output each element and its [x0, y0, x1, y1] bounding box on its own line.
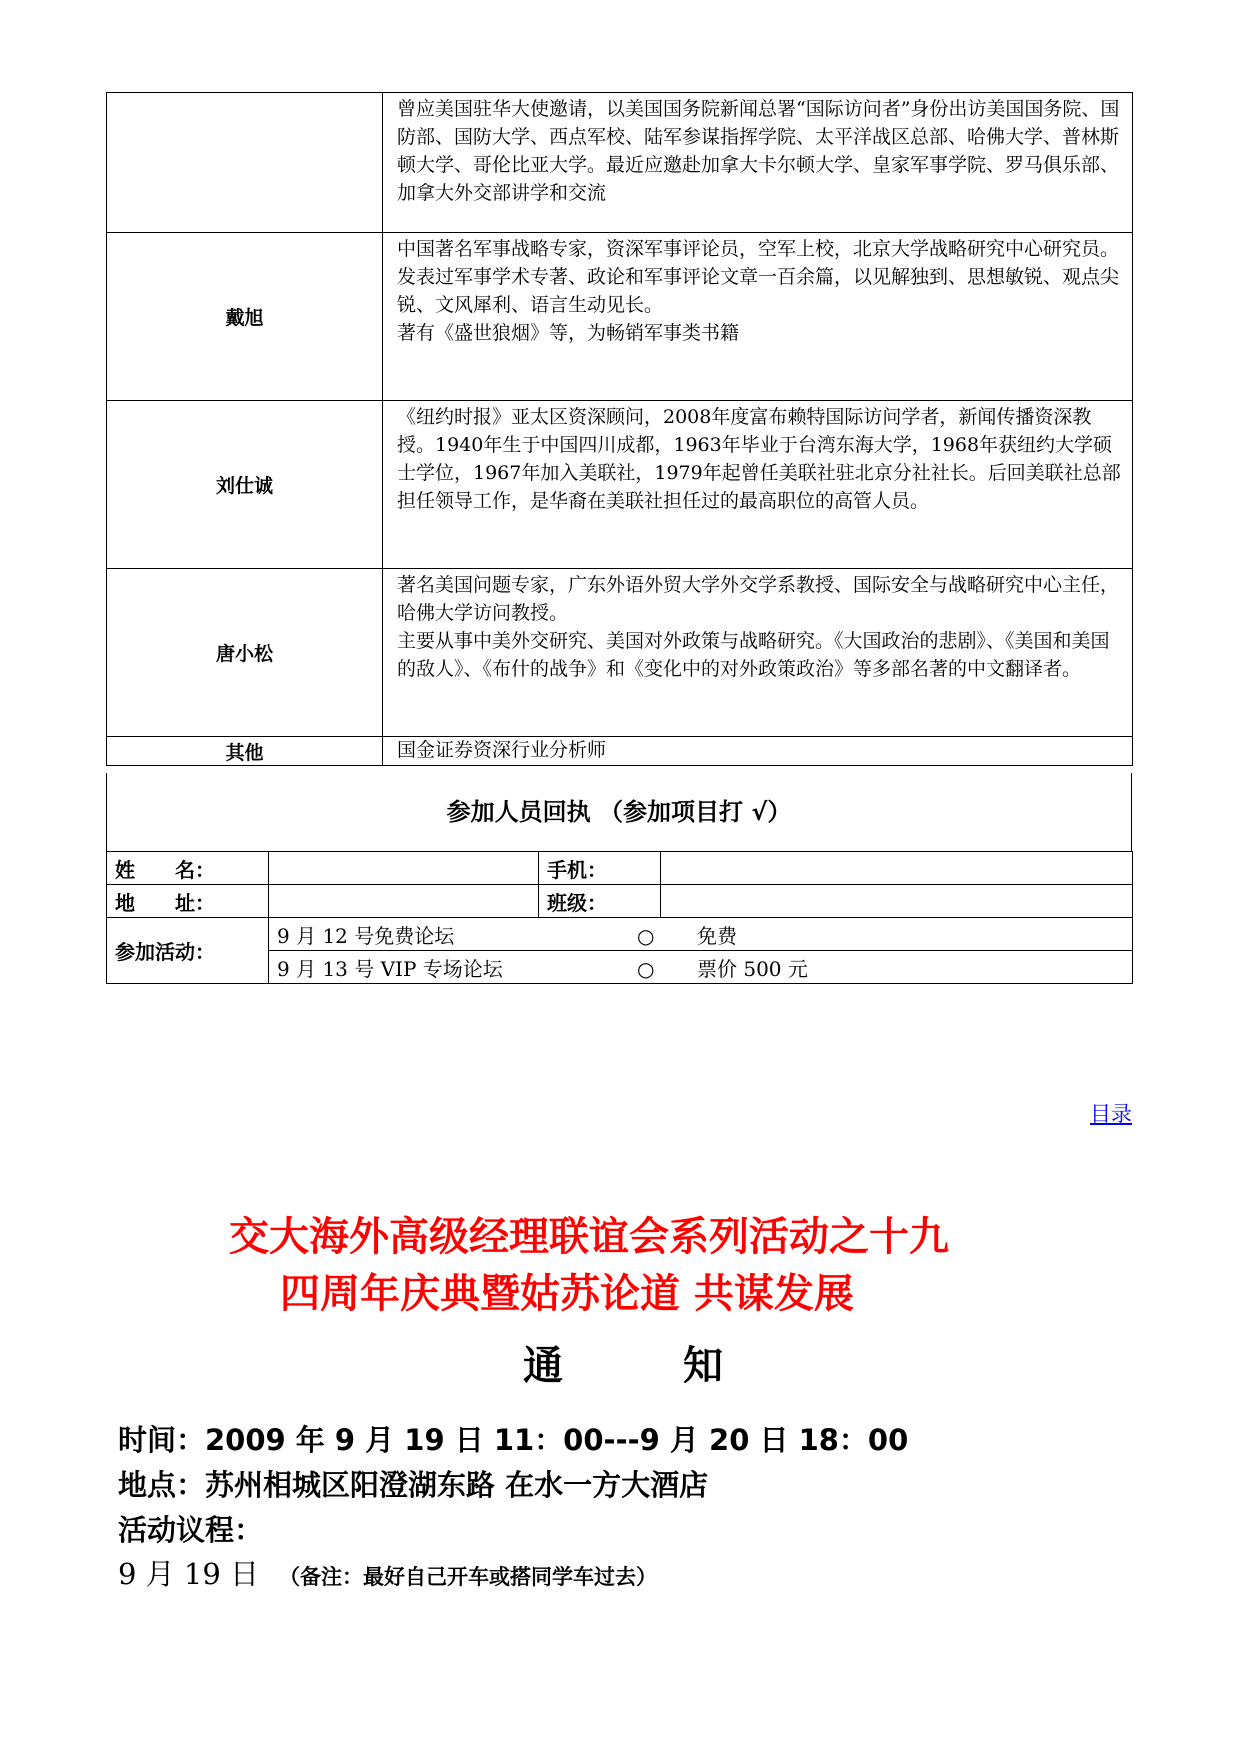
- event-time: 时间：2009 年 9 月 19 日 11：00---9 月 20 日 18：00: [118, 1423, 909, 1457]
- speaker-row: [107, 737, 1133, 766]
- speaker-bio: [383, 401, 1133, 569]
- name-field[interactable]: [269, 852, 539, 885]
- agenda-note: （备注：最好自己开车或搭同学车过去）: [279, 1565, 658, 1589]
- activity-option[interactable]: [269, 918, 1133, 951]
- speaker-bio: [383, 737, 1133, 766]
- speaker-bio: [383, 233, 1133, 401]
- option-event: 9 月 12 号免费论坛: [277, 923, 455, 948]
- address-field[interactable]: [269, 885, 539, 918]
- speaker-bio: [383, 93, 1133, 233]
- name-label: 姓 名：: [107, 852, 269, 885]
- option-price: 免费: [697, 923, 737, 948]
- option-radio[interactable]: ○: [637, 923, 655, 948]
- bio-paragraph: 著名美国问题专家，广东外语外贸大学外交学系教授、国际安全与战略研究中心主任，哈佛大学访问教授。: [397, 574, 1120, 624]
- phone-field[interactable]: [661, 852, 1133, 885]
- event-title-line2: 四周年庆典暨姑苏论道 共谋发展: [280, 1271, 854, 1317]
- speaker-row: [107, 569, 1133, 737]
- option-radio[interactable]: ○: [637, 956, 655, 981]
- speaker-row: [107, 401, 1133, 569]
- phone-label: 手机：: [539, 852, 661, 885]
- activity-option[interactable]: [269, 951, 1133, 984]
- class-field[interactable]: [661, 885, 1133, 918]
- activity-label: 参加活动：: [107, 918, 269, 984]
- speaker-name: 其他: [107, 737, 383, 766]
- rsvp-title: 参加人员回执 （参加项目打 √）: [106, 773, 1132, 851]
- agenda-date-line: [118, 1552, 657, 1593]
- speaker-name: 唐小松: [107, 569, 383, 737]
- speaker-name: 刘仕诚: [107, 401, 383, 569]
- notice-heading: 通 知: [523, 1343, 723, 1389]
- bio-paragraph: 发表过军事学术专著、政论和军事评论文章一百余篇，以见解独到、思想敏锐、观点尖锐、文风犀利、语言生动见长。: [397, 266, 1120, 316]
- agenda-heading: 活动议程：: [118, 1513, 264, 1547]
- address-label: 地 址：: [107, 885, 269, 918]
- option-event: 9 月 13 号 VIP 专场论坛: [277, 956, 503, 981]
- option-price: 票价 500 元: [697, 956, 808, 981]
- event-title-line1: 交大海外高级经理联谊会系列活动之十九: [229, 1214, 949, 1260]
- bio-paragraph: 主要从事中美外交研究、美国对外政策与战略研究。《大国政治的悲剧》、《美国和美国的敌人》、《布什的战争》和《变化中的对外政策政治》等多部名著的中文翻译者。: [397, 630, 1110, 680]
- agenda-date: 9 月 19 日: [118, 1557, 260, 1591]
- toc-link[interactable]: 目录: [1090, 1102, 1132, 1126]
- bio-paragraph: 曾应美国驻华大使邀请，以美国国务院新闻总署“国际访问者”身份出访美国国务院、国防部、国防大学、西点军校、陆军参谋指挥学院、太平洋战区总部、哈佛大学、普林斯顿大学、哥伦比亚大学。最近应邀赴加拿大卡尔顿大学、皇家军事学院、罗马俱乐部、加拿大外交部讲学和交流: [397, 98, 1120, 204]
- speaker-row: [107, 93, 1133, 233]
- bio-paragraph: 《纽约时报》亚太区资深顾问，2008年度富布赖特国际访问学者，新闻传播资深教授。1940年生于中国四川成都，1963年毕业于台湾东海大学，1968年获纽约大学硕士学位，1967年加入美联社，1979年起曾任美联社驻北京分社社长。后回美联社总部担任领导工作，是华裔在美联社担任过的最高职位的高管人员。: [397, 406, 1121, 512]
- event-place: 地点：苏州相城区阳澄湖东路 在水一方大酒店: [118, 1468, 709, 1502]
- speaker-name: [107, 93, 383, 233]
- bio-paragraph: 著有《盛世狼烟》等，为畅销军事类书籍: [397, 322, 740, 344]
- speakers-table: [106, 92, 1133, 766]
- bio-paragraph: 国金证券资深行业分析师: [397, 739, 607, 761]
- speaker-bio: [383, 569, 1133, 737]
- speaker-name: 戴旭: [107, 233, 383, 401]
- speaker-row: [107, 233, 1133, 401]
- rsvp-form: [106, 851, 1133, 984]
- bio-paragraph: 中国著名军事战略专家，资深军事评论员，空军上校，北京大学战略研究中心研究员。: [397, 238, 1120, 260]
- class-label: 班级：: [539, 885, 661, 918]
